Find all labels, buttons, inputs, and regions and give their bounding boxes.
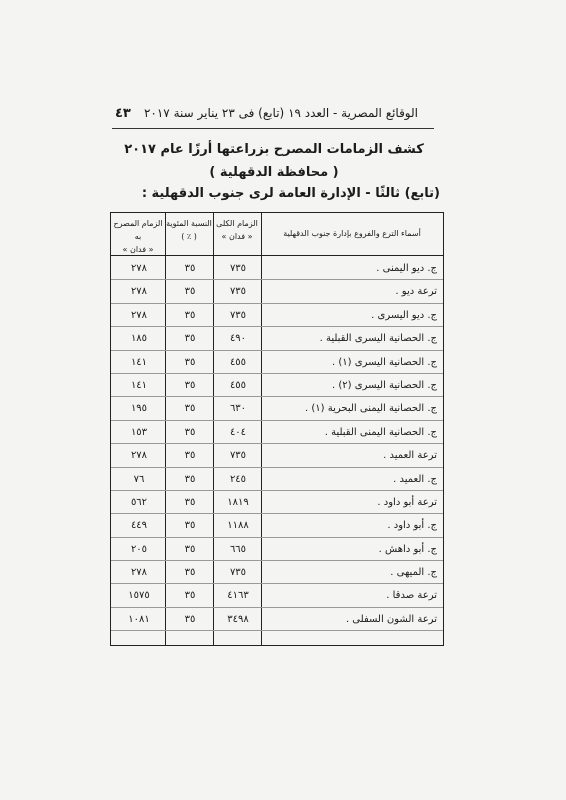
section-heading: (تابع) ثالثًا - الإدارة العامة لرى جنوب الدقهلية : <box>141 186 440 201</box>
header-name: أسماء الترع والفروع بإدارة جنوب الدقهلية <box>283 229 421 238</box>
percentage: ٣٥ <box>184 379 196 391</box>
percentage: ٣٥ <box>184 263 196 274</box>
page-number: ٤٣ <box>115 106 131 121</box>
header-total-unit: « فدان » <box>221 232 253 241</box>
header-divider <box>112 128 434 129</box>
canal-name: ج. الحصانية اليمنى البحرية (١) . <box>305 403 437 415</box>
canal-name: ج. أبو داود . <box>387 520 437 532</box>
total-area: ٣٤٩٨ <box>227 613 249 625</box>
allowed-area: ٢٧٨ <box>130 309 148 321</box>
table-row <box>111 397 443 420</box>
allowed-area: ١٤١ <box>130 356 148 368</box>
total-area: ٢٤٥ <box>229 473 247 485</box>
total-area: ٧٣٥ <box>229 263 247 274</box>
table-row <box>111 351 443 374</box>
running-header: الوقائع المصرية - العدد ١٩ (تابع) فى ٢٣ يناير سنة ٢٠١٧ <box>143 106 418 120</box>
percentage: ٣٥ <box>184 520 196 532</box>
table-row <box>111 304 443 327</box>
percentage: ٣٥ <box>184 473 196 485</box>
allowed-area: ١٥٧٥ <box>128 590 150 602</box>
header-allowed <box>111 217 165 256</box>
table-row <box>111 444 443 467</box>
canal-name: ترعة الشون السفلى . <box>345 613 437 625</box>
total-area: ٤٩٠ <box>229 333 247 345</box>
percentage: ٣٥ <box>184 333 196 345</box>
document-subtitle: ( محافظة الدقهلية ) <box>209 165 339 180</box>
table-row <box>111 421 443 444</box>
total-area: ٤٠٤ <box>229 426 247 438</box>
canal-name: ج. الحصانية اليسرى (٢) . <box>332 379 437 391</box>
percentage: ٣٥ <box>184 613 196 625</box>
percentage: ٣٥ <box>184 543 196 555</box>
document-title: كشف الزمامات المصرح بزراعتها أرزًا عام ٢٠١٧ <box>124 142 424 157</box>
allowed-area: ٢٧٨ <box>130 567 148 579</box>
table-row <box>111 280 443 303</box>
canal-name: ترعة ديو . <box>395 286 437 298</box>
total-area: ٤٥٥ <box>229 356 247 368</box>
canal-name: ج. الميهى . <box>390 567 437 579</box>
header-pct-label: النسبة المئوية <box>166 219 212 228</box>
total-area: ٧٣٥ <box>229 286 247 298</box>
total-area: ٧٣٥ <box>229 450 247 462</box>
total-area: ١٨١٩ <box>227 496 249 508</box>
total-area: ١١٨٨ <box>227 520 249 532</box>
allowed-area: ١٩٥ <box>130 403 148 415</box>
canal-name: ج. ديو اليمنى . <box>376 263 437 274</box>
canal-name: ج. الحصانية اليسرى القبلية . <box>319 333 437 345</box>
percentage: ٣٥ <box>184 426 196 438</box>
canal-name: ج. العميد . <box>393 473 437 485</box>
table-row <box>111 327 443 350</box>
percentage: ٣٥ <box>184 356 196 368</box>
canal-name: ترعة صدقا . <box>386 590 437 602</box>
table-row <box>111 374 443 397</box>
allowed-area: ٧٦ <box>133 473 145 485</box>
table-row <box>111 561 443 584</box>
allocation-table <box>110 212 444 646</box>
percentage: ٣٥ <box>184 403 196 415</box>
table-row <box>111 491 443 514</box>
total-area: ٤١٦٣ <box>227 590 249 602</box>
table-row <box>111 514 443 537</box>
percentage: ٣٥ <box>184 309 196 321</box>
allowed-area: ١٤١ <box>130 379 148 391</box>
canal-name: ج. أبو داهش . <box>378 543 437 555</box>
table-row <box>111 257 443 280</box>
header-allowed-label: الزمام المصرح به <box>113 219 163 241</box>
table-row <box>111 538 443 561</box>
allowed-area: ٥٦٢ <box>130 496 148 508</box>
allowed-area: ٢٧٨ <box>130 286 148 298</box>
total-area: ٦٣٠ <box>229 403 247 415</box>
allowed-area: ١٠٨١ <box>128 613 150 625</box>
header-pct-unit: ( ٪ ) <box>181 232 197 241</box>
header-total <box>213 217 261 243</box>
canal-name: ج. ديو اليسرى . <box>371 309 437 321</box>
allowed-area: ٢٧٨ <box>130 263 148 274</box>
allowed-area: ٢٠٥ <box>130 543 148 555</box>
percentage: ٣٥ <box>184 590 196 602</box>
total-area: ٦٦٥ <box>229 543 247 555</box>
allowed-area: ٤٤٩ <box>130 520 148 532</box>
canal-name: ج. الحصانية اليمنى القبلية . <box>324 426 437 438</box>
total-area: ٧٣٥ <box>229 567 247 579</box>
table-row <box>111 608 443 631</box>
percentage: ٣٥ <box>184 567 196 579</box>
total-area: ٧٣٥ <box>229 309 247 321</box>
canal-name: ترعة العميد . <box>383 450 437 462</box>
canal-name: ج. الحصانية اليسرى (١) . <box>332 356 437 368</box>
allowed-area: ٢٧٨ <box>130 450 148 462</box>
percentage: ٣٥ <box>184 286 196 298</box>
total-area: ٤٥٥ <box>229 379 247 391</box>
table-row <box>111 468 443 491</box>
percentage: ٣٥ <box>184 450 196 462</box>
header-total-label: الزمام الكلى <box>216 219 258 228</box>
percentage: ٣٥ <box>184 496 196 508</box>
canal-name: ترعة أبو داود . <box>377 496 437 508</box>
header-allowed-unit: « فدان » <box>122 245 154 254</box>
allowed-area: ١٨٥ <box>130 333 148 345</box>
table-body <box>111 257 443 631</box>
allowed-area: ١٥٣ <box>130 426 148 438</box>
header-pct <box>165 217 213 243</box>
table-row <box>111 584 443 607</box>
